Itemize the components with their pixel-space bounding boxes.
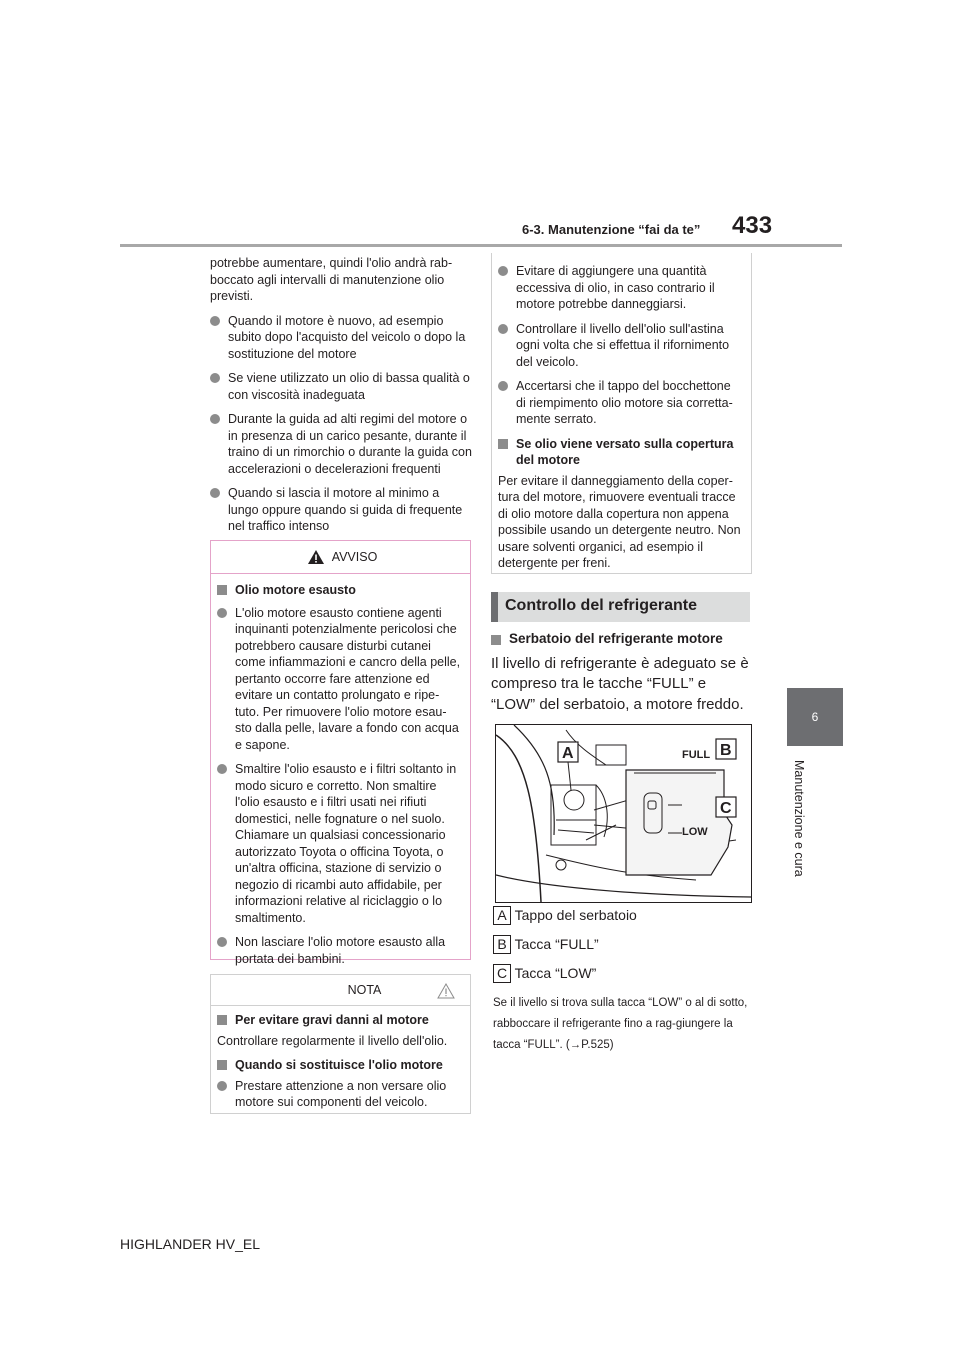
chapter-tab[interactable]: 6: [787, 688, 843, 746]
right-box-text: Per evitare il danneggiamento della coper-tura del motore, rimuovere eventuali tracce di olio motore dalla copertura non appena possibile usando un detergente neutro. Non usare solventi organici, ad esempio il detergente per freni.: [498, 473, 741, 570]
heading-bar: [491, 592, 498, 622]
coolant-body: Il livello di refrigerante è adeguato se è compreso tra le tacche “FULL” e “LOW” del serbatoio, a motore freddo.: [491, 654, 749, 713]
legend-item: [493, 964, 755, 983]
list-item-text: Durante la guida ad alti regimi del motore o in presenza di un carico pesante, durante il traino di un rimorchio o durante la guida con accelerazioni o decelerazioni frequenti: [228, 412, 472, 476]
square-bullet-icon: [217, 1060, 227, 1070]
right-box-heading: [498, 436, 743, 469]
warning-icon: [307, 549, 325, 565]
list-item: [498, 263, 743, 313]
list-item: [210, 370, 472, 403]
square-bullet-icon: [498, 439, 508, 449]
square-bullet-icon: [217, 1015, 227, 1025]
coolant-reservoir-figure: [495, 724, 752, 903]
chapter-title-text: Manutenzione e cura: [792, 760, 806, 877]
warning-heading: [217, 582, 462, 599]
legend-text: Tappo del serbatoio: [514, 907, 637, 923]
list-item-text: Se viene utilizzato un olio di bassa qualità o con viscosità inadeguata: [228, 371, 470, 402]
list-item: [217, 605, 462, 754]
list-item: [217, 934, 462, 967]
list-item: [217, 1078, 462, 1111]
coolant-note: Se il livello si trova sulla tacca “LOW” o al di sotto, rabboccare il refrigerante fino a rag-giungere la tacca “FULL”. (→P.525): [493, 997, 748, 1051]
list-item: [210, 313, 472, 363]
list-item-text: Non lasciare l'olio motore esausto alla portata dei bambini.: [235, 935, 446, 966]
label-c-icon: C: [493, 964, 511, 983]
left-column: [210, 255, 472, 535]
callout-b: B: [720, 742, 732, 759]
bullet-icon: [498, 324, 508, 334]
coolant-text: [491, 631, 753, 715]
bullet-icon: [210, 488, 220, 498]
label-a-icon: A: [493, 906, 511, 925]
list-item-text: Accertarsi che il tappo del bocchettone di riempimento olio motore sia corretta-mente serrato.: [516, 379, 733, 426]
coolant-subheading-text: Serbatoio del refrigerante motore: [509, 631, 723, 646]
bullet-icon: [210, 316, 220, 326]
right-box-heading-text: Se olio viene versato sulla copertura del motore: [516, 436, 734, 467]
section-title: 6-3. Manutenzione “fai da te”: [522, 222, 701, 237]
bullet-icon: [217, 608, 227, 618]
bullet-icon: [217, 1081, 227, 1091]
warning-box: [210, 540, 471, 966]
continued-note-box: [491, 253, 752, 574]
full-mark-label: FULL: [682, 749, 711, 761]
legend-item: [493, 935, 755, 954]
bullet-icon: [210, 414, 220, 424]
coolant-section-heading: [491, 592, 750, 622]
chapter-title: [786, 760, 810, 900]
legend-item: [493, 906, 755, 925]
list-item: [498, 321, 743, 371]
note-title: [211, 975, 470, 1006]
list-item-text: Controllare il livello dell'olio sull'astina ogni volta che si effettua il rifornimento del veicolo.: [516, 321, 730, 369]
note-text: Controllare regolarmente il livello dell'olio.: [217, 1033, 448, 1048]
bullet-icon: [210, 373, 220, 383]
engine-bay-illustration: [496, 725, 751, 902]
coolant-subheading: [491, 631, 753, 648]
page-number: 433: [732, 212, 773, 239]
note-heading-text: Per evitare gravi danni al motore: [235, 1013, 429, 1027]
list-item-text: L'olio motore esausto contiene agenti inquinanti potenzialmente pericolosi che potrebbero causare disturbi cutanei come infiammazioni e cancro della pelle, pertanto occorre fare attenzione ed evitare un contatto prolungato e ripe-tuto. Per rimuovere l'olio motore esau-sto dalla pelle, lavare a fondo con acqua e sapone.: [235, 605, 461, 752]
caution-icon: [437, 983, 455, 999]
low-mark-label: LOW: [682, 826, 708, 838]
coolant-section-title: Controllo del refrigerante: [505, 597, 698, 614]
note-heading: [217, 1012, 462, 1029]
warning-title-text: AVVISO: [331, 550, 378, 564]
list-item: [210, 485, 472, 535]
warning-heading-text: Olio motore esausto: [235, 583, 356, 597]
legend-text: Tacca “LOW”: [514, 965, 597, 981]
bullet-icon: [217, 764, 227, 774]
bullet-icon: [217, 937, 227, 947]
callout-a: A: [562, 745, 574, 762]
note-title-text: NOTA: [347, 983, 382, 997]
bullet-icon: [498, 381, 508, 391]
list-item-text: Prestare attenzione a non versare olio motore sui componenti del veicolo.: [235, 1078, 447, 1109]
warning-title: [211, 541, 470, 574]
callout-c: C: [720, 800, 732, 817]
note-box: [210, 974, 471, 1114]
square-bullet-icon: [217, 585, 227, 595]
label-b-icon: B: [493, 935, 511, 954]
list-item: [217, 761, 462, 926]
square-bullet-icon: [491, 635, 501, 645]
list-item-text: Quando il motore è nuovo, ad esempio subito dopo l'acquisto del veicolo o dopo la sostituzione del motore: [228, 313, 466, 361]
model-name: HIGHLANDER HV_EL: [120, 1236, 261, 1252]
figure-legend: [493, 906, 755, 1056]
bullet-icon: [498, 266, 508, 276]
note-heading: [217, 1057, 462, 1074]
intro-text: potrebbe aumentare, quindi l'olio andrà rab-boccato agli intervalli di manutenzione olio previsti.: [210, 256, 453, 303]
legend-text: Tacca “FULL”: [514, 936, 599, 952]
list-item-text: Evitare di aggiungere una quantità eccessiva di olio, in caso contrario il motore potrebbe danneggiarsi.: [516, 264, 715, 311]
list-item: [498, 378, 743, 428]
note-heading-text: Quando si sostituisce l'olio motore: [235, 1058, 443, 1072]
header-rule: [120, 244, 842, 247]
list-item-text: Quando si lascia il motore al minimo a lungo oppure quando si guida di frequente nel traffico intenso: [228, 486, 463, 533]
list-item-text: Smaltire l'olio esausto e i filtri soltanto in modo sicuro e corretto. Non smaltire l'olio esausto e i filtri usati nei rifiuti domestici, nelle fognature o nel suolo. Chiamare un qualsiasi concessionario autorizzato Toyota o officina Toyota, o un'altra officina, stazione di servizio o negozio di ricambi auto affidabile, per informazioni relative al riciclaggio o lo smaltimento.: [235, 762, 457, 925]
list-item: [210, 411, 472, 477]
